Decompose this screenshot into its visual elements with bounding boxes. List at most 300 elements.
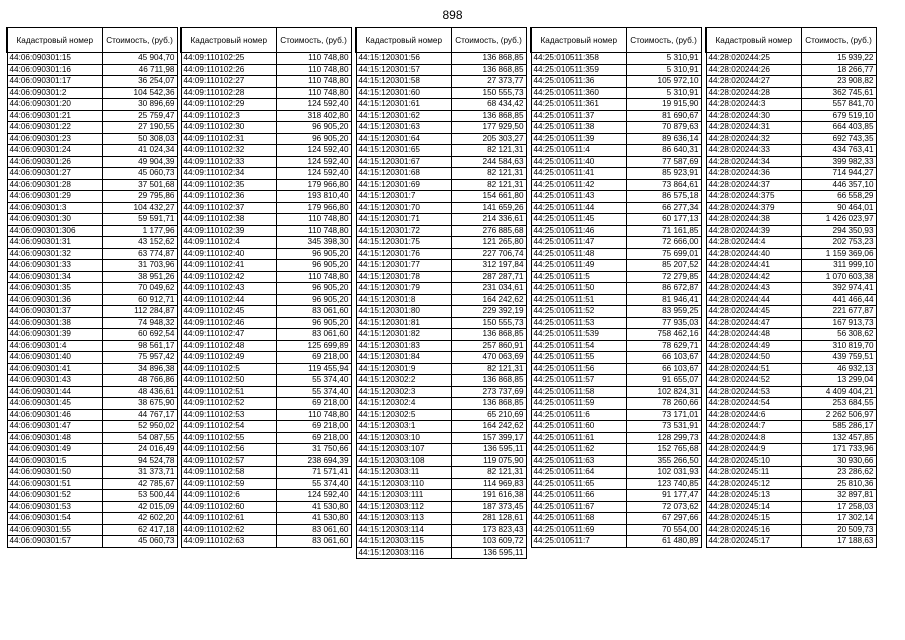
table-row (181, 386, 351, 398)
cost-value: 439 759,51 (801, 352, 876, 364)
cadastral-number: 44:15:120301:78 (356, 271, 451, 283)
cost-value: 94 524,78 (102, 455, 177, 467)
cadastral-number: 44:28:020244:9 (706, 444, 801, 456)
cadastral-number: 44:15:120301:64 (356, 133, 451, 145)
table-row (356, 122, 526, 134)
cost-value: 345 398,30 (276, 237, 351, 249)
cadastral-number: 44:06:090301:15 (7, 53, 102, 65)
cadastral-number: 44:09:110102:31 (181, 133, 276, 145)
cost-value: 136 595,11 (451, 444, 526, 456)
table-row (356, 536, 526, 548)
cadastral-number: 44:25:010511:5 (531, 271, 626, 283)
cadastral-number: 44:09:110102:40 (181, 248, 276, 260)
cost-value: 90 464,01 (801, 202, 876, 214)
table-row (706, 191, 876, 203)
cadastral-number: 44:09:110102:32 (181, 145, 276, 157)
cadastral-number: 44:25:010511:55 (531, 352, 626, 364)
cadastral-number: 44:09:110102:43 (181, 283, 276, 295)
cost-value: 124 592,40 (276, 156, 351, 168)
cadastral-number: 44:28:020244:52 (706, 375, 801, 387)
cost-value: 253 684,55 (801, 398, 876, 410)
cadastral-number: 44:25:010511:58 (531, 386, 626, 398)
cadastral-number: 44:15:120303:1 (356, 421, 451, 433)
cost-value: 664 403,85 (801, 122, 876, 134)
cadastral-number: 44:09:110102:27 (181, 76, 276, 88)
cadastral-number: 44:06:090301:28 (7, 179, 102, 191)
table-row (7, 432, 177, 444)
cost-value: 244 584,63 (451, 156, 526, 168)
cost-value: 96 905,20 (276, 122, 351, 134)
cost-value: 273 737,69 (451, 386, 526, 398)
cadastral-number: 44:06:090301:37 (7, 306, 102, 318)
cost-value: 69 218,00 (276, 421, 351, 433)
page-number: 898 (442, 8, 463, 22)
cost-value: 311 999,10 (801, 260, 876, 272)
table-row (356, 547, 526, 559)
table-row (356, 110, 526, 122)
cadastral-number: 44:28:020244:7 (706, 421, 801, 433)
table-row (531, 99, 701, 111)
cost-value: 164 242,62 (451, 421, 526, 433)
header-cadastral-number: Кадастровый номер (356, 28, 451, 53)
cost-value: 83 061,60 (276, 306, 351, 318)
cost-value: 119 455,94 (276, 363, 351, 375)
cadastral-number: 44:09:110102:25 (181, 53, 276, 65)
cost-value: 91 177,47 (626, 490, 701, 502)
cadastral-number: 44:06:090301:44 (7, 386, 102, 398)
table-row (356, 260, 526, 272)
cadastral-number: 44:09:110102:39 (181, 225, 276, 237)
cost-value: 27 373,77 (451, 76, 526, 88)
table-row (181, 260, 351, 272)
cadastral-number: 44:06:090301:57 (7, 536, 102, 548)
cost-value: 25 759,47 (102, 110, 177, 122)
cost-value: 164 242,62 (451, 294, 526, 306)
cadastral-number: 44:25:010511:51 (531, 294, 626, 306)
cost-value: 66 558,29 (801, 191, 876, 203)
cadastral-number: 44:09:110102:34 (181, 168, 276, 180)
table-row (706, 432, 876, 444)
cadastral-number: 44:15:120301:68 (356, 168, 451, 180)
table-row (531, 386, 701, 398)
cadastral-number: 44:25:010511:60 (531, 421, 626, 433)
cost-value: 37 501,68 (102, 179, 177, 191)
table-row (531, 260, 701, 272)
table-row (706, 398, 876, 410)
table-row (7, 536, 177, 548)
cost-value: 110 748,80 (276, 76, 351, 88)
cost-value: 714 944,27 (801, 168, 876, 180)
cadastral-number: 44:09:110102:59 (181, 478, 276, 490)
cost-value: 72 279,85 (626, 271, 701, 283)
table-row (356, 478, 526, 490)
table-row (7, 306, 177, 318)
cadastral-number: 44:15:120301:84 (356, 352, 451, 364)
cost-value: 70 049,62 (102, 283, 177, 295)
table-row (181, 352, 351, 364)
table-row (7, 421, 177, 433)
cadastral-number: 44:28:020244:25 (706, 53, 801, 65)
cadastral-number: 44:09:110102:3 (181, 110, 276, 122)
table-row (356, 524, 526, 536)
cadastral-number: 44:09:110102:4 (181, 237, 276, 249)
table-row (706, 99, 876, 111)
cadastral-number: 44:09:110102:55 (181, 432, 276, 444)
cadastral-number: 44:09:110102:47 (181, 329, 276, 341)
cadastral-number: 44:15:120301:65 (356, 145, 451, 157)
cadastral-number: 44:15:120301:79 (356, 283, 451, 295)
table-row (531, 455, 701, 467)
table-row (181, 432, 351, 444)
table-row (531, 168, 701, 180)
cost-value: 82 121,31 (451, 179, 526, 191)
cost-value: 276 885,68 (451, 225, 526, 237)
cadastral-number: 44:06:090301:36 (7, 294, 102, 306)
table-row (531, 329, 701, 341)
table-row (7, 214, 177, 226)
table-row (181, 513, 351, 525)
cadastral-number: 44:06:090301:23 (7, 133, 102, 145)
table-row (181, 467, 351, 479)
cadastral-number: 44:06:090301:20 (7, 99, 102, 111)
table-row (181, 110, 351, 122)
cadastral-number: 44:06:090301:29 (7, 191, 102, 203)
table-row (531, 179, 701, 191)
table-row (181, 179, 351, 191)
cost-value: 238 694,39 (276, 455, 351, 467)
cost-value: 85 207,52 (626, 260, 701, 272)
cadastral-number: 44:15:120303:11 (356, 467, 451, 479)
cost-value: 42 785,67 (102, 478, 177, 490)
table-row (356, 191, 526, 203)
table-row (706, 513, 876, 525)
cadastral-number: 44:06:090301:33 (7, 260, 102, 272)
cadastral-number: 44:28:020244:53 (706, 386, 801, 398)
table-row (7, 294, 177, 306)
cost-value: 5 310,91 (626, 53, 701, 65)
cadastral-number: 44:25:010511:59 (531, 398, 626, 410)
table-row (356, 237, 526, 249)
cost-value: 5 310,91 (626, 64, 701, 76)
table-row (181, 294, 351, 306)
cost-value: 110 748,80 (276, 53, 351, 65)
cost-value: 30 896,69 (102, 99, 177, 111)
cost-value: 68 434,42 (451, 99, 526, 111)
table-row (706, 340, 876, 352)
cadastral-number: 44:28:020245:15 (706, 513, 801, 525)
cadastral-number: 44:15:120303:115 (356, 536, 451, 548)
table-row (356, 248, 526, 260)
table-row (356, 76, 526, 88)
cost-value: 72 073,62 (626, 501, 701, 513)
cadastral-number: 44:25:010511:61 (531, 432, 626, 444)
cost-value: 110 748,80 (276, 271, 351, 283)
cost-value: 41 530,80 (276, 513, 351, 525)
cadastral-number: 44:28:020245:16 (706, 524, 801, 536)
cost-value: 31 750,66 (276, 444, 351, 456)
cost-value: 82 121,31 (451, 363, 526, 375)
table-row (7, 87, 177, 99)
cost-value: 434 763,41 (801, 145, 876, 157)
table-row (7, 409, 177, 421)
cost-value: 31 703,96 (102, 260, 177, 272)
cadastral-number: 44:06:090301:26 (7, 156, 102, 168)
cost-value: 96 905,20 (276, 248, 351, 260)
cadastral-number: 44:15:120301:58 (356, 76, 451, 88)
table-row (531, 133, 701, 145)
table-row (706, 536, 876, 548)
cadastral-number: 44:25:010511:48 (531, 248, 626, 260)
cost-value: 73 864,61 (626, 179, 701, 191)
cadastral-number: 44:28:020244:45 (706, 306, 801, 318)
table-row (181, 225, 351, 237)
cadastral-number: 44:25:010511:52 (531, 306, 626, 318)
cadastral-number: 44:06:090301:5 (7, 455, 102, 467)
header-cadastral-number: Кадастровый номер (706, 28, 801, 53)
table-row (181, 99, 351, 111)
cadastral-number: 44:09:110102:33 (181, 156, 276, 168)
table-row (181, 202, 351, 214)
table-row (7, 133, 177, 145)
cost-value: 179 966,80 (276, 179, 351, 191)
cadastral-number: 44:09:110102:41 (181, 260, 276, 272)
cost-value: 73 171,01 (626, 409, 701, 421)
header-cost: Стоимость, (руб.) (801, 28, 876, 53)
cost-value: 110 748,80 (276, 64, 351, 76)
cadastral-number: 44:15:120301:56 (356, 53, 451, 65)
cost-value: 112 284,87 (102, 306, 177, 318)
cadastral-number: 44:15:120303:10 (356, 432, 451, 444)
cadastral-number: 44:25:010511:49 (531, 260, 626, 272)
table-row (7, 168, 177, 180)
cadastral-number: 44:06:090301:52 (7, 490, 102, 502)
cost-value: 32 897,81 (801, 490, 876, 502)
table-row (706, 352, 876, 364)
table-row (181, 53, 351, 65)
table-row (531, 490, 701, 502)
table-row (7, 99, 177, 111)
cost-value: 53 500,44 (102, 490, 177, 502)
cost-value: 77 587,69 (626, 156, 701, 168)
table-row (356, 352, 526, 364)
cadastral-number: 44:25:010511:6 (531, 409, 626, 421)
table-row (706, 202, 876, 214)
cost-value: 470 063,69 (451, 352, 526, 364)
cost-value: 23 286,62 (801, 467, 876, 479)
cadastral-number: 44:09:110102:62 (181, 524, 276, 536)
cadastral-number: 44:28:020244:41 (706, 260, 801, 272)
table-row (531, 145, 701, 157)
table-row (356, 501, 526, 513)
cost-value: 154 661,80 (451, 191, 526, 203)
cost-value: 110 748,80 (276, 225, 351, 237)
cost-value: 46 711,98 (102, 64, 177, 76)
cost-value: 96 905,20 (276, 283, 351, 295)
table-row (706, 237, 876, 249)
cadastral-number: 44:15:120301:63 (356, 122, 451, 134)
cadastral-number: 44:09:110102:57 (181, 455, 276, 467)
cost-value: 81 690,67 (626, 110, 701, 122)
cadastral-number: 44:28:020244:4 (706, 237, 801, 249)
cost-value: 362 745,61 (801, 87, 876, 99)
table-row (356, 467, 526, 479)
cost-value: 77 935,03 (626, 317, 701, 329)
cost-value: 43 152,62 (102, 237, 177, 249)
table-row (356, 432, 526, 444)
cadastral-number: 44:28:020244:54 (706, 398, 801, 410)
table-row (7, 524, 177, 536)
cadastral-number: 44:25:010511:50 (531, 283, 626, 295)
cost-value: 141 659,26 (451, 202, 526, 214)
cadastral-number: 44:06:090301:22 (7, 122, 102, 134)
cost-value: 98 561,17 (102, 340, 177, 352)
cadastral-number: 44:25:010511:539 (531, 329, 626, 341)
cost-value: 355 266,50 (626, 455, 701, 467)
cost-value: 287 287,71 (451, 271, 526, 283)
table-row (356, 64, 526, 76)
cost-value: 399 982,33 (801, 156, 876, 168)
cost-value: 42 015,09 (102, 501, 177, 513)
table-row (7, 444, 177, 456)
cost-value: 96 905,20 (276, 294, 351, 306)
table-row (181, 317, 351, 329)
cadastral-number: 44:15:120303:108 (356, 455, 451, 467)
cost-value: 585 286,17 (801, 421, 876, 433)
table-row (356, 363, 526, 375)
cadastral-number: 44:09:110102:36 (181, 191, 276, 203)
cadastral-number: 44:28:020244:32 (706, 133, 801, 145)
cost-value: 20 509,73 (801, 524, 876, 536)
cadastral-number: 44:25:010511:359 (531, 64, 626, 76)
cost-value: 152 765,68 (626, 444, 701, 456)
cadastral-number: 44:25:010511:42 (531, 179, 626, 191)
header-cost: Стоимость, (руб.) (276, 28, 351, 53)
cost-value: 78 629,71 (626, 340, 701, 352)
cost-value: 81 946,41 (626, 294, 701, 306)
table-row (7, 64, 177, 76)
table-row (181, 214, 351, 226)
cadastral-number: 44:09:110102:54 (181, 421, 276, 433)
cost-value: 692 743,35 (801, 133, 876, 145)
cost-value: 72 666,00 (626, 237, 701, 249)
table-row (7, 260, 177, 272)
cost-value: 48 436,61 (102, 386, 177, 398)
table-row (181, 363, 351, 375)
cadastral-number: 44:25:010511:54 (531, 340, 626, 352)
table-row (356, 329, 526, 341)
table-row (706, 110, 876, 122)
cost-value: 5 310,91 (626, 87, 701, 99)
cost-value: 179 966,80 (276, 202, 351, 214)
cost-value: 758 462,16 (626, 329, 701, 341)
cost-value: 229 392,19 (451, 306, 526, 318)
cadastral-number: 44:25:010511:360 (531, 87, 626, 99)
cadastral-number: 44:28:020244:40 (706, 248, 801, 260)
cadastral-number: 44:28:020244:375 (706, 191, 801, 203)
cadastral-number: 44:09:110102:5 (181, 363, 276, 375)
cost-value: 56 308,62 (801, 329, 876, 341)
table-row (531, 87, 701, 99)
table-row (706, 64, 876, 76)
table-row (706, 156, 876, 168)
cost-value: 86 672,87 (626, 283, 701, 295)
table-row (706, 363, 876, 375)
table-row (706, 260, 876, 272)
table-row (706, 455, 876, 467)
table-row (706, 386, 876, 398)
cadastral-number: 44:28:020244:379 (706, 202, 801, 214)
cadastral-number: 44:09:110102:28 (181, 87, 276, 99)
table-row (531, 317, 701, 329)
table-row (7, 340, 177, 352)
cadastral-number: 44:06:090301:53 (7, 501, 102, 513)
cost-value: 173 823,43 (451, 524, 526, 536)
cost-value: 18 266,77 (801, 64, 876, 76)
cost-value: 1 177,96 (102, 225, 177, 237)
table-row (181, 133, 351, 145)
cost-value: 13 299,04 (801, 375, 876, 387)
table-row (706, 444, 876, 456)
table-row (706, 53, 876, 65)
cadastral-number: 44:15:120303:114 (356, 524, 451, 536)
cost-value: 59 591,71 (102, 214, 177, 226)
table-row (181, 524, 351, 536)
cadastral-number: 44:06:090301:41 (7, 363, 102, 375)
cadastral-number: 44:25:010511:46 (531, 225, 626, 237)
cadastral-number: 44:06:090301:4 (7, 340, 102, 352)
cadastral-number: 44:09:110102:63 (181, 536, 276, 548)
cost-value: 86 640,31 (626, 145, 701, 157)
table-row (181, 329, 351, 341)
table-row (181, 145, 351, 157)
table-row (706, 76, 876, 88)
cost-value: 1 159 369,06 (801, 248, 876, 260)
cadastral-number: 44:28:020245:11 (706, 467, 801, 479)
header-cadastral-number: Кадастровый номер (181, 28, 276, 53)
cost-value: 227 706,74 (451, 248, 526, 260)
cost-value: 193 810,40 (276, 191, 351, 203)
cadastral-number: 44:06:090301:31 (7, 237, 102, 249)
cost-value: 74 948,32 (102, 317, 177, 329)
cadastral-number: 44:28:020244:48 (706, 329, 801, 341)
cadastral-number: 44:06:090301:38 (7, 317, 102, 329)
table-row (706, 271, 876, 283)
cost-value: 1 070 603,38 (801, 271, 876, 283)
cost-value: 73 531,91 (626, 421, 701, 433)
table-row (356, 283, 526, 295)
table-row (531, 432, 701, 444)
table-row (7, 386, 177, 398)
cadastral-number: 44:25:010511:38 (531, 122, 626, 134)
cadastral-number: 44:25:010511:57 (531, 375, 626, 387)
cost-value: 60 177,13 (626, 214, 701, 226)
table-row (7, 191, 177, 203)
cadastral-number: 44:09:110102:6 (181, 490, 276, 502)
table-row (356, 444, 526, 456)
table-row (531, 306, 701, 318)
cadastral-number: 44:25:010511:63 (531, 455, 626, 467)
cost-value: 121 265,80 (451, 237, 526, 249)
cost-value: 124 592,40 (276, 99, 351, 111)
header-cost: Стоимость, (руб.) (626, 28, 701, 53)
table-row (706, 294, 876, 306)
table-row (531, 409, 701, 421)
cadastral-number: 44:28:020244:26 (706, 64, 801, 76)
cost-value: 1 426 023,97 (801, 214, 876, 226)
cadastral-number: 44:28:020245:12 (706, 478, 801, 490)
cost-value: 38 675,90 (102, 398, 177, 410)
cost-value: 104 542,36 (102, 87, 177, 99)
